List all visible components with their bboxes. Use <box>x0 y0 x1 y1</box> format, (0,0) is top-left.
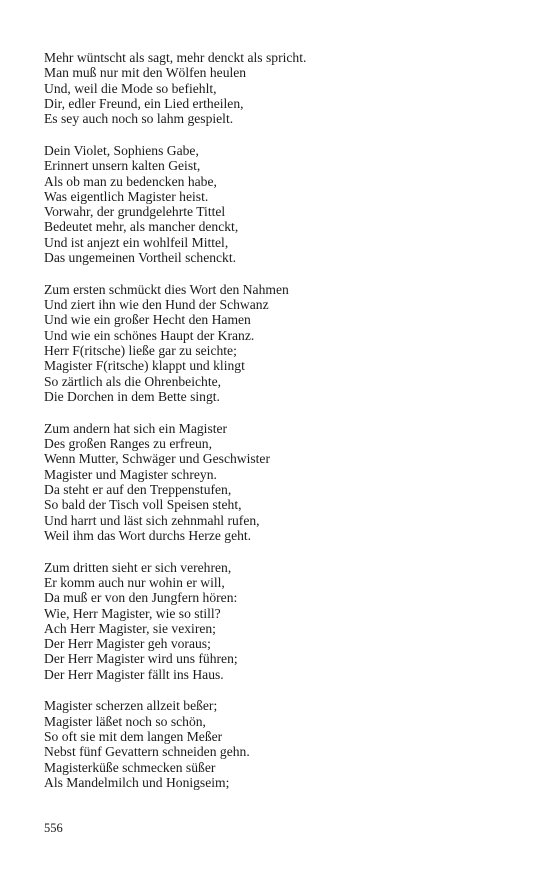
poem-line: Ach Herr Magister, sie vexiren; <box>44 620 216 636</box>
stanza <box>44 282 514 404</box>
poem-line: Es sey auch noch so lahm gespielt. <box>44 111 234 127</box>
poem-line: Als ob man zu bedencken habe, <box>44 173 217 189</box>
poem-line: Die Dorchen in dem Bette singt. <box>44 388 220 404</box>
poem-line: Der Herr Magister wird uns führen; <box>44 651 238 667</box>
poem-line: Und harrt und läst sich zehnmahl rufen, <box>44 512 260 528</box>
poem-line: Weil ihm das Wort durchs Herze geht. <box>44 527 252 543</box>
poem-line: So zärtlich als die Ohrenbeichte, <box>44 373 222 389</box>
poem-line: Des großen Ranges zu erfreun, <box>44 436 212 452</box>
poem-line: Was eigentlich Magister heist. <box>44 188 209 204</box>
poem-line: Da steht er auf den Treppenstufen, <box>44 481 232 497</box>
poem-line: Zum dritten sieht er sich verehren, <box>44 559 232 575</box>
poem-line: Als Mandelmilch und Honigseim; <box>44 774 230 790</box>
stanza <box>44 50 514 126</box>
poem-line: Magister läßet noch so schön, <box>44 713 206 729</box>
stanza <box>44 143 514 265</box>
poem-line: Zum andern hat sich ein Magister <box>44 420 228 436</box>
poem-line: Und wie ein schönes Haupt der Kranz. <box>44 327 255 343</box>
stanza <box>44 421 514 543</box>
poem-line: So bald der Tisch voll Speisen steht, <box>44 497 242 513</box>
stanza <box>44 698 514 790</box>
poem-line: Vorwahr, der grundgelehrte Tittel <box>44 204 226 220</box>
poem-line: Dir, edler Freund, ein Lied ertheilen, <box>44 95 244 111</box>
poem-line: Bedeutet mehr, als mancher denckt, <box>44 219 239 235</box>
poem-line: Dein Violet, Sophiens Gabe, <box>44 142 199 158</box>
poem-line: Zum ersten schmückt dies Wort den Nahmen <box>44 281 289 297</box>
poem-line: Erinnert unsern kalten Geist, <box>44 158 201 174</box>
poem-line: Wenn Mutter, Schwäger und Geschwister <box>44 451 270 467</box>
poem-line: Magisterküße schmecken süßer <box>44 759 216 775</box>
poem-line: Wie, Herr Magister, wie so still? <box>44 605 221 621</box>
poem-line: Man muß nur mit den Wölfen heulen <box>44 65 247 81</box>
poem-line: Das ungemeinen Vortheil schenckt. <box>44 250 237 266</box>
poem-line: Der Herr Magister fällt ins Haus. <box>44 666 224 682</box>
poem-line: Und wie ein großer Hecht den Hamen <box>44 312 251 328</box>
page-number: 556 <box>44 821 63 835</box>
stanza <box>44 560 514 682</box>
poem-line: Der Herr Magister geh voraus; <box>44 636 211 652</box>
poem-line: Magister und Magister schreyn. <box>44 466 217 482</box>
poem-line: Mehr wüntscht als sagt, mehr denckt als spricht. <box>44 50 307 65</box>
poem-line: Magister F(ritsche) klappt und klingt <box>44 358 245 374</box>
poem-line: Und ist anjezt ein wohlfeil Mittel, <box>44 234 229 250</box>
poem-line: Und ziert ihn wie den Hund der Schwanz <box>44 297 269 313</box>
poem-line: Und, weil die Mode so befiehlt, <box>44 80 217 96</box>
poem-line: Magister scherzen allzeit beßer; <box>44 698 218 714</box>
poem-line: Herr F(ritsche) ließe gar zu seichte; <box>44 343 237 359</box>
poem-body <box>44 50 514 807</box>
poem-line: Er komm auch nur wohin er will, <box>44 574 225 590</box>
poem-line: Da muß er von den Jungfern hören: <box>44 590 238 606</box>
poem-line: So oft sie mit dem langen Meßer <box>44 729 223 745</box>
poem-line: Nebst fünf Gevattern schneiden gehn. <box>44 744 250 760</box>
